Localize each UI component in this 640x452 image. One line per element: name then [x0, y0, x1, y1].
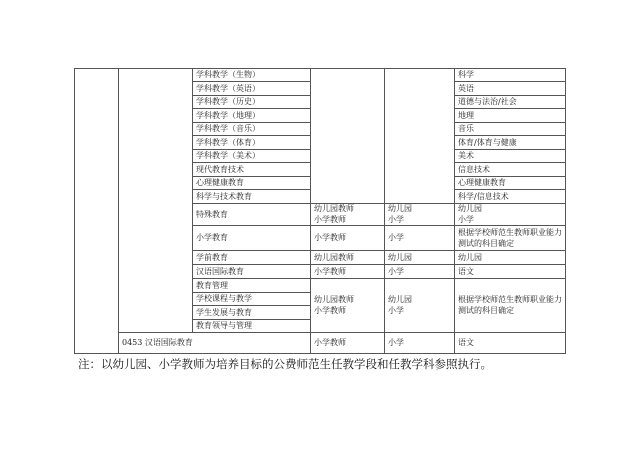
subject-cell: 小学教育: [196, 233, 228, 242]
subject-cell: 教育管理: [196, 280, 228, 290]
major-code-cell: 0453 汉语国际教育: [122, 338, 193, 347]
subject-cell: 学生发展与教育: [196, 307, 252, 317]
exam-subject-cell: 体育/体育与健康: [458, 137, 517, 147]
subject-cell: 学科教学（美术）: [196, 151, 260, 160]
teacher-type-cell: 小学教师: [314, 338, 346, 347]
subject-cell: 学科教学（地理）: [196, 110, 260, 120]
subject-cell: 现代教育技术: [196, 164, 244, 174]
subject-cell: 学科教学（音乐）: [196, 124, 260, 133]
exam-subject-cell: 心理健康教育: [458, 178, 506, 187]
row-line: [192, 278, 565, 279]
row-line: [192, 203, 565, 204]
school-level-cell: 小学: [388, 338, 404, 347]
table-border-top: [74, 68, 565, 69]
subject-cell: 教育领导与管理: [196, 321, 252, 330]
subject-cell: 特殊教育: [196, 209, 228, 219]
table-border-bottom: [74, 353, 565, 354]
school-level-cell: 幼儿园 小学: [388, 204, 412, 224]
subject-cell: 心理健康教育: [196, 178, 244, 187]
exam-subject-cell: 美术: [458, 151, 474, 160]
exam-subject-cell: 科学: [458, 70, 474, 79]
curriculum-table: [74, 68, 565, 353]
exam-subject-cell: 根据学校师范生教师职业能力 测试的科目确定: [458, 227, 562, 248]
subject-cell: 学科教学（生物）: [196, 70, 260, 79]
row-line: [118, 332, 565, 333]
teacher-type-cell: 幼儿园教师 小学教师: [314, 295, 354, 315]
teacher-type-cell: 小学教师: [314, 266, 346, 276]
column-line: [454, 68, 455, 353]
column-line: [118, 68, 119, 353]
subject-cell: 科学与技术教育: [196, 191, 252, 201]
exam-subject-cell: 地理: [458, 110, 474, 120]
subject-cell: 学科教学（历史）: [196, 97, 260, 106]
school-level-cell: 幼儿园 小学: [388, 295, 412, 315]
teacher-type-cell: 幼儿园教师: [314, 252, 354, 262]
exam-subject-cell: 科学/信息技术: [458, 191, 509, 201]
exam-subject-cell: 幼儿园 小学: [458, 204, 482, 224]
exam-subject-cell: 信息技术: [458, 164, 490, 174]
row-line: [192, 264, 565, 265]
row-line: [192, 250, 565, 251]
footnote: 注：以幼儿园、小学教师为培养目标的公费师范生任教学段和任教学科参照执行。: [78, 357, 492, 371]
subject-cell: 汉语国际教育: [196, 266, 244, 276]
school-level-cell: 小学: [388, 233, 404, 242]
subject-cell: 学科教学（体育）: [196, 137, 260, 147]
table-border-right: [565, 68, 566, 354]
column-line: [310, 68, 311, 353]
teacher-type-cell: 小学教师: [314, 233, 346, 242]
column-line: [384, 68, 385, 353]
exam-subject-cell: 英语: [458, 83, 474, 93]
school-level-cell: 幼儿园: [388, 252, 412, 262]
teacher-type-cell: 幼儿园教师 小学教师: [314, 204, 354, 224]
school-level-cell: 小学: [388, 266, 404, 276]
subject-cell: 学校课程与教学: [196, 294, 252, 303]
subject-cell: 学科教学（英语）: [196, 83, 260, 93]
table-border-left: [74, 68, 75, 353]
exam-subject-cell: 道德与法治/社会: [458, 97, 517, 106]
exam-subject-cell: 音乐: [458, 124, 474, 133]
exam-subject-cell: 根据学校师范生教师职业能力 测试的科目确定: [458, 295, 562, 315]
exam-subject-cell: 语文: [458, 266, 474, 276]
exam-subject-cell: 幼儿园: [458, 252, 482, 262]
exam-subject-cell: 语文: [458, 338, 474, 347]
subject-cell: 学前教育: [196, 252, 228, 262]
